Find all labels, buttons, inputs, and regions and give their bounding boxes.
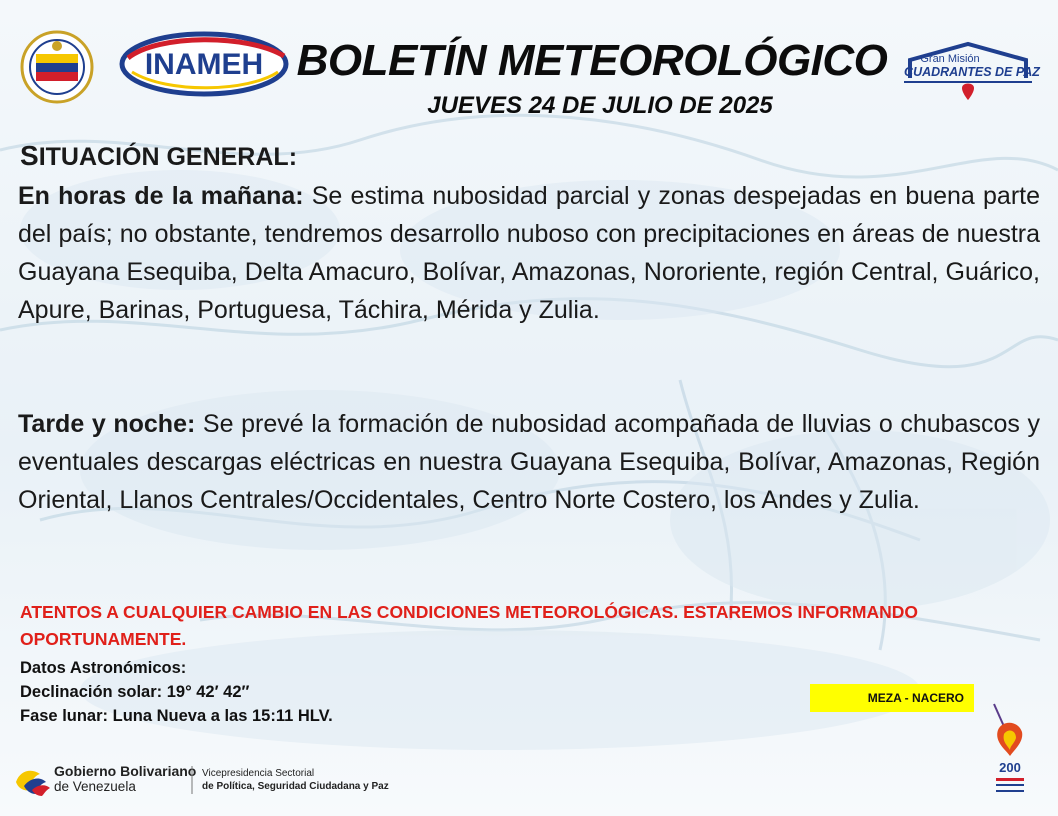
bulletin-date: JUEVES 24 DE JULIO DE 2025 [427,92,773,119]
evening-text: Se prevé la formación de nubosidad acompañada de lluvias o chubascos y eventuales descargas eléctricas en nuestra Guayana Esequiba, Bolívar, Amazonas, Región Oriental, Llanos Centrales/Occidentales, Centro Norte Costero, los Andes y Zulia. [18,410,1040,514]
morning-label: En horas de la mañana: [18,182,304,210]
cuadrantes-de-paz-logo [890,38,1046,106]
inameh-logo [118,28,292,98]
logo-line2: CUADRANTES DE PAZ [904,65,1040,79]
astro-title: Datos Astronómicos: [20,659,187,677]
vice-line2: de Política, Seguridad Ciudadana y Paz [202,781,389,792]
morning-text: Se estima nubosidad parcial y zonas despejadas en buena parte del país; no obstante, tendremos desarrollo nuboso con precipitaciones en áreas de nuestra Guayana Esequiba, Delta Amacuro, Bolívar, Amazonas, Nororiente, región Central, Guárico, Apure, Barinas, Portuguesa, Táchira, Mérida y Zulia. [18,182,1040,324]
heading-initial: S [20,140,39,171]
inameh-logo-text: INAMEH [144,48,264,81]
vice-line1: Vicepresidencia Sectorial [202,768,315,779]
morning-paragraph [18,177,1040,329]
ministry-seal-logo [18,30,96,104]
bicentennial-emblem [984,700,1036,800]
astro-declination: Declinación solar: 19° 42′ 42″ [20,683,250,701]
bulletin-title: BOLETÍN METEOROLÓGICO [296,36,888,85]
astronomical-data [20,656,333,728]
alert-notice: ATENTOS A CUALQUIER CAMBIO EN LAS CONDICIONES METEOROLÓGICAS. ESTAREMOS INFORMANDO OPORTUNAMENTE. [20,602,919,649]
government-footer-logo [14,760,394,798]
logo-line1: Gran Misión [920,53,980,65]
gov-line1: Gobierno Bolivariano [54,763,197,779]
heading-rest: ITUACIÓN GENERAL: [38,143,298,171]
astro-moon-phase: Fase lunar: Luna Nueva a las 15:11 HLV. [20,707,333,725]
evening-paragraph [18,405,1040,519]
authors-badge: MEZA - NACERO [810,684,974,712]
gov-line2: de Venezuela [54,779,136,794]
svg-text:200: 200 [999,760,1021,775]
evening-label: Tarde y noche: [18,410,196,438]
situation-heading [20,140,297,172]
